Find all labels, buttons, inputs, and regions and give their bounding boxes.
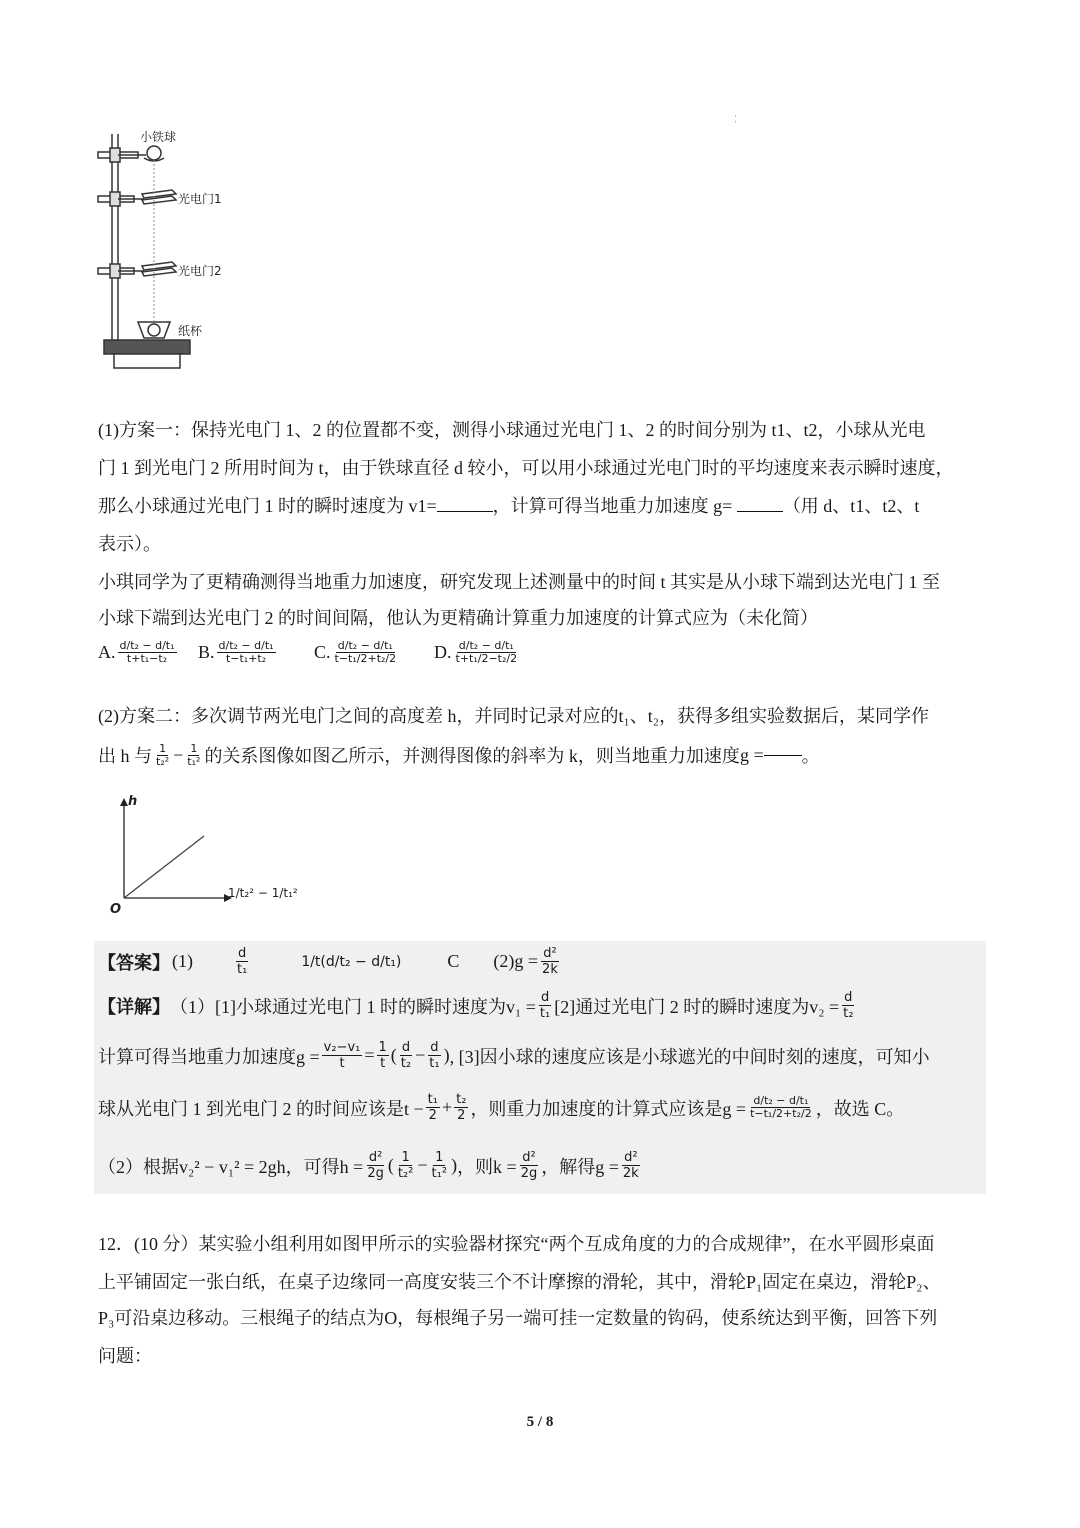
q1-line-3b: ，计算可得当地重力加速度 g= [492,496,737,516]
q1-line-3c: （用 d、t1、t2、t [782,496,920,516]
option-b-fraction: $\frac{\text{d/t₂ − d/t₁}}{\text{t−t₁+t₂}}$ [218,639,274,665]
option-b[interactable] [198,640,278,665]
g2-blank[interactable] [764,755,802,756]
q1-line-4: 表示）。 [98,534,161,554]
detail-line-1: 【详解】 （1）[1]小球通过光电门 1 时的瞬时速度为v₁ = $\frac{d}{\text{t₁}}$ [2]通过光电门 2 时的瞬时速度为v₂ = $\frac{d}{\text{t₂}}$ [98,990,854,1021]
q1-line-2: 门 1 到光电门 2 所用时间为 t，由于铁球直径 d 较小，可以用小球通过光电门时的平均速度来表示瞬时速度， [98,458,954,478]
graph-axes [108,794,288,930]
origin-label: O [110,902,122,917]
inverse-t1-squared: $\frac{1}{\text{t₁²}}$ [187,741,201,768]
answer-line: 【答案】 (1) $\frac{d}{\text{t₁}}$ 1/t(d/t₂ − d/t₁) C (2)g = $\frac{\text{d²}}{2k}$ [98,946,558,977]
answer-choice: C [447,951,460,971]
label-photogate-1: 光电门1 [178,192,222,206]
v1-blank[interactable] [437,511,493,512]
option-d[interactable] [434,640,521,665]
label-photogate-2: 光电门2 [178,264,222,278]
q1-line-6: 小球下端到达光电门 2 的时间间隔，他认为更精确计算重力加速度的计算式应为（未化简） [98,608,818,628]
inverse-t2-squared: $\frac{1}{\text{t₂²}}$ [156,741,170,768]
axis-label-x: 1/t₂² − 1/t₁² [228,886,298,900]
detail-line-2: 计算可得当地重力加速度g = $\frac{\text{v₂−v₁}}{t}$ = $\frac{1}{t}$ ( $\frac{d}{\text{t₂}}$ − $\frac{d}{\text{t₁}}$ ) , [3]因小球的速度应该是小球遮光的中间时刻的速度，可知小 [98,1040,930,1071]
option-c-fraction: $\frac{\text{d/t₂ − d/t₁}}{\text{t−t₁/2+t₂/2}}$ [334,639,397,665]
option-d-fraction: $\frac{\text{d/t₂ − d/t₁}}{\text{t+t₁/2−t₂/2}}$ [455,639,518,665]
graph-line [124,836,204,898]
label-paper-cup: 纸杯 [178,324,203,338]
q12-line-1: 12．(10 分）某实验小组利用如图甲所示的实验器材探究“两个互成角度的力的合成规律”，在水平圆形桌面 [98,1234,935,1254]
g-blank[interactable] [737,511,783,512]
answer-g: 1/t(d/t₂ − d/t₁) [301,953,402,970]
option-a[interactable] [98,640,179,665]
q2-line-2: 出 h 与 $\frac{1}{\text{t₂²}}$ − $\frac{1}{\text{t₁²}}$ 的关系图像如图乙所示，并测得图像的斜率为 k，则当地重力加速度 g = 。 [98,741,820,768]
margin-mark: ¦ [735,114,737,123]
option-c-label: C. [314,642,331,662]
option-c[interactable] [314,640,400,665]
label-iron-ball: 小铁球 [140,130,177,144]
answer-tag: 【答案】 [98,952,170,973]
q12-line-3: P₃可沿桌边移动。三根绳子的结点为O，每根绳子另一端可挂一定数量的钩码，使系统达到平衡，回答下列 [98,1308,938,1328]
option-d-label: D. [434,642,452,662]
answer-g2: $\frac{\text{d²}}{2k}$ [542,946,558,977]
detail-line-4: （2）根据v₂² − v₁² = 2gh，可得h = $\frac{\text{d²}}{2g}$ ( $\frac{1}{\text{t₂²}}$ − $\frac{1}{\text{t₁²}}$ ) ，则k = $\frac{\text{d²}}{2g}$ ，解得g = $\frac{\text{d²}}{2k}$ [98,1150,639,1181]
h-vs-inverse-t-graph [108,794,298,930]
option-a-label: A. [98,642,116,662]
detail-line-3: 球从光电门 1 到光电门 2 的时间应该是t − $\frac{\text{t₁}}{2}$ + $\frac{\text{t₂}}{2}$ ，则重力加速度的计算式应该是g = $\frac{\text{d/t₂ − d/t₁}}{\text{t−t₁/2+t₂/2}}$ ，故选 C。 [98,1092,905,1123]
q1-line-3a: 那么小球通过光电门 1 时的瞬时速度为 v1= [98,496,437,516]
q1-line-1: (1)方案一：保持光电门 1、2 的位置都不变，测得小球通过光电门 1、2 的时间分别为 t1、t2，小球从光电 [98,420,926,440]
q12-line-4: 问题： [98,1346,152,1366]
q12-line-2: 上平铺固定一张白纸，在桌子边缘同一高度安装三个不计摩擦的滑轮，其中，滑轮P₁固定在桌边，滑轮P₂、 [98,1272,941,1292]
axis-label-h: h [128,794,138,809]
q1-line-5: 小琪同学为了更精确测得当地重力加速度，研究发现上述测量中的时间 t 其实是从小球下端到达光电门 1 至 [98,572,940,592]
option-b-label: B. [198,642,215,662]
q1-line-3 [98,492,919,518]
answer-v1: $\frac{d}{\text{t₁}}$ [237,946,248,977]
detail-tag: 【详解】 [98,996,170,1017]
page-number: 5 / 8 [526,1414,554,1430]
apparatus-drawing [92,126,252,376]
option-a-fraction: $\frac{\text{d/t₂ − d/t₁}}{\text{t+t₁−t₂}}$ [119,639,175,665]
apparatus-figure [92,126,252,376]
q2-line-1: (2)方案二：多次调节两光电门之间的高度差 h，并同时记录对应的t₁、t₂，获得多组实验数据后，某同学作 [98,706,930,726]
